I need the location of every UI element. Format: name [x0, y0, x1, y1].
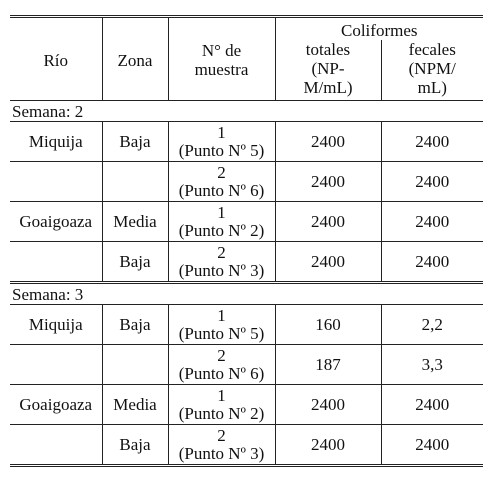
sample-number: 2 — [217, 425, 226, 445]
sample-point: (Punto Nº 3) — [178, 260, 265, 280]
cell-fecales: 2400 — [381, 385, 483, 425]
cell-totales: 2400 — [275, 242, 381, 283]
cell-zona: Baja — [102, 122, 168, 162]
sample-point: (Punto Nº 5) — [178, 323, 265, 343]
header-muestra: N° de muestra — [168, 17, 275, 101]
cell-zona: Baja — [102, 242, 168, 283]
table-row — [10, 385, 483, 425]
cell-muestra — [168, 202, 275, 242]
cell-fecales: 2400 — [381, 162, 483, 202]
sample-number: 1 — [217, 305, 226, 325]
sample-point: (Punto Nº 2) — [178, 403, 265, 423]
cell-fecales: 2400 — [415, 252, 450, 271]
header-zona: Zona — [102, 17, 168, 101]
cell-totales: 2400 — [275, 425, 381, 466]
sample-point: (Punto Nº 2) — [178, 220, 265, 240]
cell-totales: 2400 — [275, 162, 381, 202]
cell-fecales: 2,2 — [381, 305, 483, 345]
cell-rio: Miquija — [10, 305, 102, 345]
sample-number: 1 — [217, 122, 226, 142]
sample-number: 1 — [217, 202, 226, 222]
cell-totales: 2400 — [275, 385, 381, 425]
sample-point: (Punto Nº 6) — [178, 180, 265, 200]
header-coliformes: Coliformes — [341, 20, 418, 40]
cell-zona: Baja — [102, 425, 168, 466]
cell-muestra — [168, 385, 275, 425]
cell-muestra — [168, 242, 275, 283]
sample-point: (Punto Nº 5) — [178, 140, 265, 160]
cell-rio — [10, 345, 102, 385]
cell-muestra — [168, 122, 275, 162]
week-label: Semana: 3 — [10, 283, 483, 305]
cell-fecales: 2400 — [381, 202, 483, 242]
sample-number: 1 — [217, 385, 226, 405]
sample-number: 2 — [217, 162, 226, 182]
week-row — [10, 283, 483, 305]
table-row — [10, 305, 483, 345]
table-row — [10, 425, 483, 466]
cell-totales: 2400 — [275, 202, 381, 242]
cell-muestra — [168, 162, 275, 202]
week-row — [10, 101, 483, 122]
header-totales: totales (NP- M/mL) — [275, 40, 381, 101]
table-row — [10, 242, 483, 283]
cell-rio: Goaigoaza — [10, 385, 102, 425]
sample-number: 2 — [217, 242, 226, 262]
cell-fecales: 2400 — [381, 122, 483, 162]
week-label: Semana: 2 — [10, 101, 483, 122]
coliform-table — [10, 15, 483, 467]
cell-rio — [10, 425, 102, 466]
table-body — [10, 101, 483, 466]
cell-muestra — [168, 305, 275, 345]
cell-rio — [10, 162, 102, 202]
table-row — [10, 202, 483, 242]
table-row — [10, 162, 483, 202]
cell-zona: Media — [102, 385, 168, 425]
cell-zona — [102, 345, 168, 385]
cell-totales: 2400 — [275, 122, 381, 162]
sample-point: (Punto Nº 6) — [178, 363, 265, 383]
cell-totales: 160 — [275, 305, 381, 345]
cell-fecales: 2400 — [381, 425, 483, 466]
cell-zona: Baja — [102, 305, 168, 345]
sample-point: (Punto Nº 3) — [178, 443, 265, 463]
cell-zona: Media — [102, 202, 168, 242]
header-fecales: fecales (NPM/ mL) — [381, 40, 483, 101]
cell-fecales: 3,3 — [381, 345, 483, 385]
header-row-group — [10, 17, 483, 41]
cell-muestra — [168, 425, 275, 466]
sample-number: 2 — [217, 345, 226, 365]
cell-totales: 187 — [275, 345, 381, 385]
cell-rio — [10, 242, 102, 283]
cell-rio: Goaigoaza — [10, 202, 102, 242]
cell-muestra — [168, 345, 275, 385]
cell-rio: Miquija — [10, 122, 102, 162]
cell-zona — [102, 162, 168, 202]
table-row — [10, 122, 483, 162]
header-rio: Río — [10, 17, 102, 101]
table-row — [10, 345, 483, 385]
